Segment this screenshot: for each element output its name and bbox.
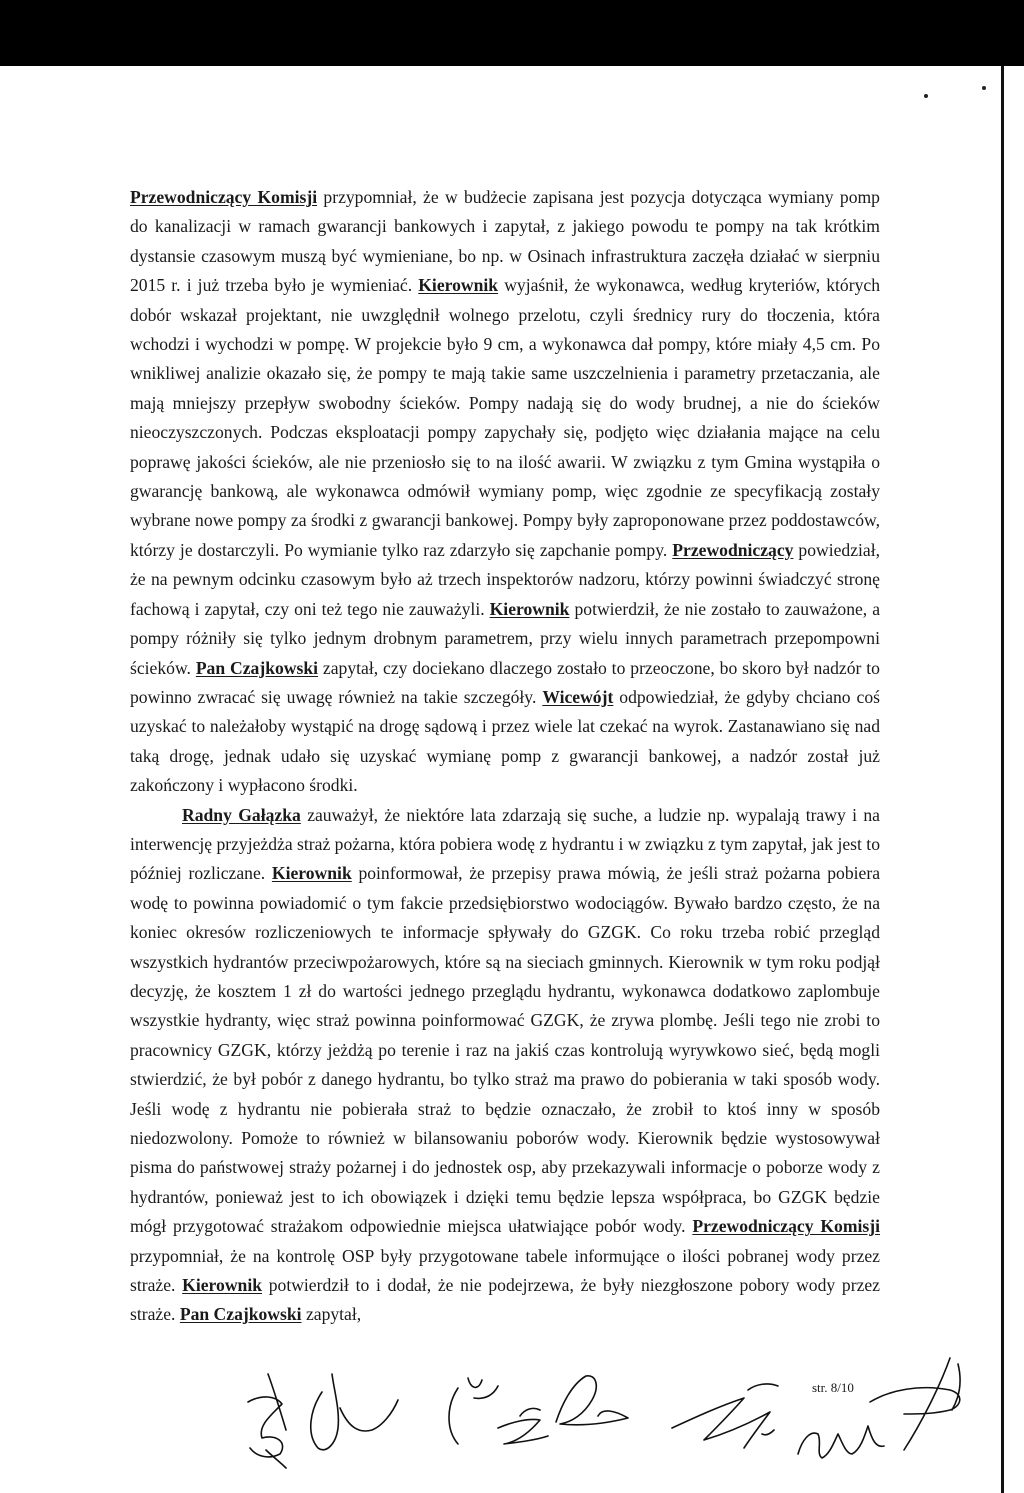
signatures-graphic (0, 1330, 1024, 1480)
paragraph-text: potwierdził, że nie zostało to zauważone, a pompy różniły się tylko jednym drobnym parametrem, przy wielu innych parametrach przepompowni ścieków. (130, 598, 881, 678)
speaker-name: Pan Czajkowski (195, 657, 319, 678)
speaker-name: Kierownik (182, 1275, 262, 1296)
speaker-name: Radny Gałązka (182, 804, 301, 825)
speaker-name: Przewodniczący (672, 539, 794, 560)
paragraph (130, 183, 880, 801)
paragraph-text: wyjaśnił, że wykonawca, według kryteriów, których dobór wskazał projektant, nie uwzględnił wolnego przelotu, czyli średnicy rury do tłoczenia, która wchodzi i wychodzi w pompę. W projekcie było 9 cm, a wykonawca dał pompy, które miały 4,5 cm. Po wnikliwej analizie okazało się, że pompy te mają takie same uszczelnienia i parametry przetaczania, ale mają mniejszy przepływ swobodny ścieków. Pompy nadają się do wody brudnej, a nie do ścieków nieoczyszczonych. Podczas eksploatacji pompy zapychały się, podjęto więc działania mające na celu poprawę jakości ścieków, ale nie przeniosło się to na ilość awarii. W związku z tym Gmina wystąpiła o gwarancję bankową, ale wykonawca odmówił wymiany pomp, więc zgodnie ze specyfikacją zostały wybrane nowe pompy za środki z gwarancji bankowej. Pompy były zaproponowane przez poddostawców, którzy je dostarczyli. Po wymianie tylko raz zdarzyło się zapchanie pompy. (130, 275, 880, 560)
speaker-name: Pan Czajkowski (179, 1304, 302, 1325)
scan-speck (924, 94, 928, 98)
paragraph-text: zauważył, że niektóre lata zdarzają się suche, a ludzie np. wypalają trawy i na interwencję przyjeżdża straż pożarna, która pobiera wodę z hydrantu i w związku z tym zapytał, jak jest to później rozliczane. (130, 804, 880, 884)
page-number: str. 8/10 (812, 1380, 854, 1395)
paragraph-text: zapytał, (301, 1304, 362, 1325)
paragraph-text: powiedział, że na pewnym odcinku czasowym było aż trzech inspektorów nadzoru, którzy powinni świadczyć stronę fachową i zapytał, czy oni też tego nie zauważyli. (130, 539, 880, 619)
speaker-name: Wicewójt (542, 686, 614, 707)
paragraph-text: przypomniał, że w budżecie zapisana jest pozycja dotycząca wymiany pomp do kanalizacji w ramach gwarancji bankowych i zapytał, z jakiego powodu te pompy na tak krótkim dystansie czasowym muszą być wymieniane, bo np. w Osinach infrastruktura zaczęła działać w sierpniu 2015 r. i już trzeba było je wymieniać. (130, 187, 880, 296)
paragraph-text: zapytał, czy dociekano dlaczego zostało to przeoczone, bo skoro był nadzór to powinno zwracać się uwagę również na takie szczegóły. (130, 657, 880, 707)
document-body (130, 183, 880, 1330)
scan-right-border (1001, 66, 1004, 1493)
paragraph-text: poinformował, że przepisy prawa mówią, że jeśli straż pożarna pobiera wodę to powinna powiadomić o tym fakcie przedsiębiorstwo wodociągów. Bywało bardzo często, że na koniec okresów rozliczeniowych te informacje spływały do GZGK. Co roku trzeba robić przegląd wszystkich hydrantów przeciwpożarowych, które są na sieciach gminnych. Kierownik w tym roku podjął decyzję, że kosztem 1 zł do wartości jednego przeglądu hydrantu, wykonawca dodatkowo zaplombuje wszystkie hydranty, więc straż powinna poinformować GZGK, że zrywa plombę. Jeśli tego nie zrobi to pracownicy GZGK, którzy jeżdżą po terenie i raz na jakiś czas kontrolują wyrywkowo sieć, będą mogli stwierdzić, że był pobór z danego hydrantu, bo tylko straż ma prawo do pobierania w taki sposób wody. Jeśli wodę z hydrantu nie pobierała straż to będzie oznaczało, że zrobił to ktoś inny w sposób niedozwolony. Pomoże to również w bilansowaniu poborów wody. Kierownik będzie wystosowywał pisma do państwowej straży pożarnej i do jednostek osp, aby przekazywali informacje o poborze wody z hydrantów, ponieważ jest to ich obowiązek i dzięki temu będzie lepsza współpraca, bo GZGK będzie mógł przygotować strażakom odpowiednie miejsca ułatwiające pobór wody. (130, 863, 880, 1237)
speaker-name: Kierownik (271, 863, 352, 884)
speaker-name: Przewodniczący Komisji (130, 187, 318, 207)
speaker-name: Przewodniczący Komisji (692, 1216, 880, 1237)
speaker-name: Kierownik (489, 598, 570, 619)
paragraph-text: przypomniał, że na kontrolę OSP były przygotowane tabele informujące o ilości pobranej wody przez straże. (130, 1245, 880, 1296)
scan-speck (982, 86, 986, 90)
speaker-name: Kierownik (418, 275, 499, 296)
paragraph-text: odpowiedział, że gdyby chciano coś uzyskać to należałoby wystąpić na drogę sądową i przez wiele lat czekać na wyrok. Zastanawiano się nad taką drogę, jednak udało się uzyskać wymianę pomp z gwarancji bankowej, a nadzór został już zakończony i wypłacono środki. (130, 686, 881, 796)
paragraph-text: potwierdził to i dodał, że nie podejrzewa, że były niezgłoszone pobory wody przez straże. (130, 1275, 880, 1325)
scan-top-border (0, 0, 1024, 66)
paragraph (130, 801, 880, 1330)
